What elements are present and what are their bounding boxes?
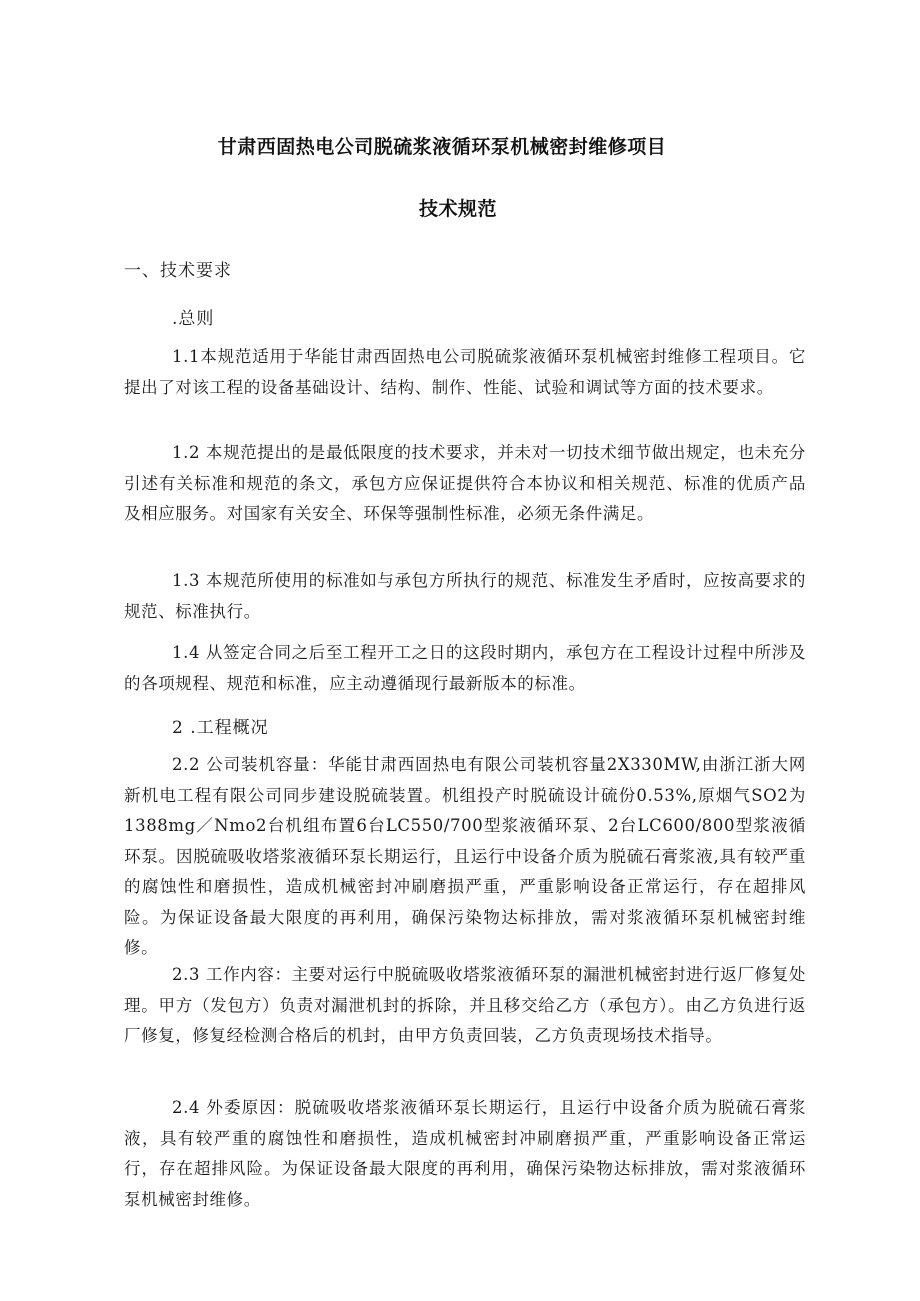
paragraph-1-1: 1.1本规范适用于华能甘肃西固热电公司脱硫浆液循环泵机械密封维修工程项目。它提出了对该工程的设备基础设计、结构、制作、性能、试验和调试等方面的技术要求。 bbox=[124, 347, 806, 397]
paragraph-1-2: 1.2 本规范提出的是最低限度的技术要求，并未对一切技术细节做出规定，也未充分引述有关标准和规范的条文，承包方应保证提供符合本协议和相关规范、标准的优质产品及相应服务。对国家有关安全、环保等强制性标准，必须无条件满足。 bbox=[124, 443, 806, 523]
paragraph-2-2: 2.2 公司装机容量：华能甘肃西固热电有限公司装机容量2X330MW,由浙江浙大网新机电工程有限公司同步建设脱硫装置。机组投产时脱硫设计硫份0.53%,原烟气SO2为1388mg／Nmo2台机组布置6台LC550/700型浆液循环泵、2台LC600/800型浆液循环泵。因脱硫吸收塔浆液循环泵长期运行，且运行中设备介质为脱硫石膏浆液,具有较严重的腐蚀性和磨损性，造成机械密封冲刷磨损严重，严重影响设备正常运行，存在超排风险。为保证设备最大限度的再利用，确保污染物达标排放，需对浆液循环泵机械密封维修。 bbox=[124, 755, 806, 957]
paragraph-1-3: 1.3 本规范所使用的标准如与承包方所执行的规范、标准发生矛盾时，应按高要求的规范、标准执行。 bbox=[124, 571, 806, 621]
paragraph-2-3: 2.3 工作内容：主要对运行中脱硫吸收塔浆液循环泵的漏泄机械密封进行返厂修复处理。甲方（发包方）负责对漏泄机封的拆除，并且移交给乙方（承包方）。由乙方负进行返厂修复，修复经检测合格后的机封，由甲方负责回装，乙方负责现场技术指导。 bbox=[124, 965, 806, 1045]
paragraph-2-4: 2.4 外委原因：脱硫吸收塔浆液循环泵长期运行，且运行中设备介质为脱硫石膏浆液，具有较严重的腐蚀性和磨损性，造成机械密封冲刷磨损严重，严重影响设备正常运行，存在超排风险。为保证设备最大限度的再利用，确保污染物达标排放，需对浆液循环泵机械密封维修。 bbox=[124, 1098, 806, 1209]
section-heading-technical-requirements: 一、技术要求 bbox=[124, 261, 232, 281]
subsection-heading-general: .总则 bbox=[172, 309, 215, 329]
paragraph-1-4: 1.4 从签定合同之后至工程开工之日的这段时期内，承包方在工程设计过程中所涉及的各项规程、规范和标准，应主动遵循现行最新版本的标准。 bbox=[124, 643, 806, 693]
subsection-heading-project-overview: 2 .工程概况 bbox=[172, 718, 269, 738]
document-title: 甘肃西固热电公司脱硫浆液循环泵机械密封维修项目 bbox=[217, 136, 667, 158]
document-subtitle: 技术规范 bbox=[418, 198, 497, 220]
